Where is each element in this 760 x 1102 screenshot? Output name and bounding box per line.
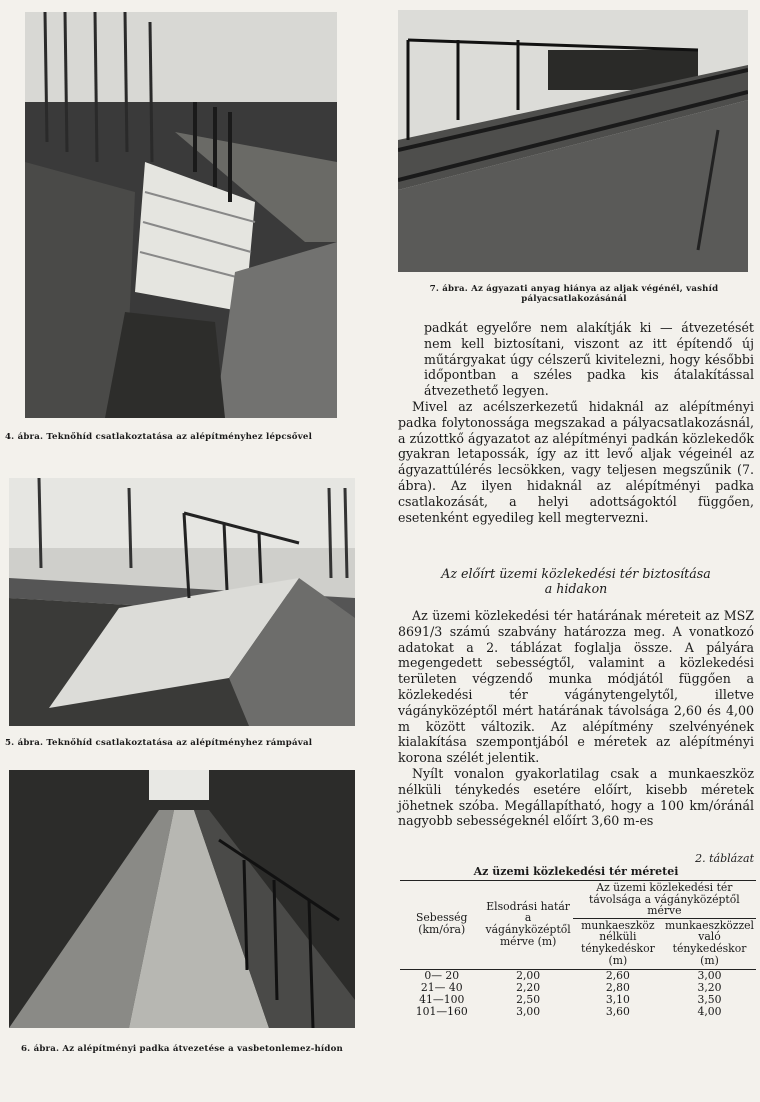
paragraph-2: Mivel az acélszerkezetű hidaknál az alépítményi padka folytonossága megszakad a pályacsatlakozásnál, a zúzottkő ágyazatot az alépítményi padkán közlekedők gyakran letapossák, így az itt levő aljak végeinél az ágyazattúlérés lecsökken, vagy teljesen megszűnik (7. ábra). Az ilyen hidaknál az alépítményi padka csatlakozását, a helyi adottságoktól függően, esetenként egyedileg kell megtervezni.: [398, 398, 754, 525]
cell-without-tool: 2,80: [605, 981, 630, 995]
table-title: Az üzemi közlekedési tér méretei: [473, 865, 679, 878]
section-title: Az előírt üzemi közlekedési tér biztosítása a hidakon: [441, 566, 711, 596]
figure-7-photo: [398, 10, 748, 272]
body-text-bottom: [398, 608, 754, 829]
paragraph-1: padkát egyelőre nem alakítják ki — átvezetését nem kell biztosítani, viszont az itt építendő új műtárgyakat úgy célszerű kivitelezni, hogy későbbi időpontban a széles padka kis átalakítással átvezethető legyen.: [424, 320, 754, 399]
paragraph-4: Nyílt vonalon gyakorlatilag csak a munkaeszköz nélküli ténykedés esetére előírt, kisebb méretek jöhetnek szóba. Megállapítható, hogy a 100 km/óránál nagyobb sebességeknél előírt 3,60 m-es: [398, 765, 754, 829]
cell-with-tool: 3,00: [697, 969, 722, 983]
cell-primary: 2,50: [516, 993, 541, 1007]
body-text-top: [398, 320, 754, 525]
table-label: 2. táblázat: [695, 852, 754, 865]
cell-speed: 21— 40: [420, 981, 463, 995]
cell-with-tool: 4,00: [697, 1005, 722, 1019]
figure-7-caption: 7. ábra. Az ágyazati anyag hiánya az aljak végénél, vashíd pályacsatlakozásánál: [429, 284, 719, 304]
header-without-tool: munkaeszköz nélküli ténykedéskor (m): [580, 918, 655, 967]
figure-6-photo: [9, 770, 355, 1028]
cell-speed: 101—160: [415, 1005, 468, 1019]
figure-5-caption: 5. ábra. Teknőhíd csatlakoztatása az alépítményhez rámpával: [5, 738, 313, 748]
header-with-tool: munkaeszközzel való ténykedéskor (m): [664, 918, 754, 967]
paragraph-3: Az üzemi közlekedési tér határának méreteit az MSZ 8691/3 számú szabvány határozza meg. A vonatkozó adatokat a 2. táblázat foglalja össze. A pályára megengedett sebességtől, valamint a közlekedési területen végzendő munka módjától függően a közlekedési tér vágánytengelytől, illetve vágányközéptől mért határának távolsága 2,60 és 4,00 m között változik. Az alépítmény szelvényének kialakítása szempontjából e méretek az alépítményi korona szélét jelentik.: [398, 608, 754, 766]
figure-4-caption: 4. ábra. Teknőhíd csatlakoztatása az alépítményhez lépcsővel: [5, 432, 313, 442]
figure-5-photo: [9, 478, 355, 726]
figure-4-photo: [25, 12, 337, 418]
cell-without-tool: 3,60: [605, 1005, 630, 1019]
cell-primary: 2,00: [516, 969, 541, 983]
cell-with-tool: 3,50: [697, 993, 722, 1007]
table-spec: [400, 880, 756, 1018]
cell-speed: 41—100: [419, 993, 465, 1007]
cell-speed: 0— 20: [424, 969, 460, 983]
figure-6-caption: 6. ábra. Az alépítményi padka átvezetése a vasbetonlemez-hídon: [21, 1044, 343, 1054]
cell-without-tool: 2,60: [605, 969, 630, 983]
header-speed: Sebesség (km/óra): [416, 911, 468, 937]
header-group: Az üzemi közlekedési tér távolsága a vágányközéptől mérve: [573, 881, 756, 919]
cell-without-tool: 3,10: [605, 993, 630, 1007]
table-row: [400, 1006, 756, 1018]
cell-primary: 3,00: [516, 1005, 541, 1019]
cell-primary: 2,20: [516, 981, 541, 995]
header-primary: Elsodrási határ a vágányközéptől mérve (m): [485, 899, 571, 948]
cell-with-tool: 3,20: [697, 981, 722, 995]
